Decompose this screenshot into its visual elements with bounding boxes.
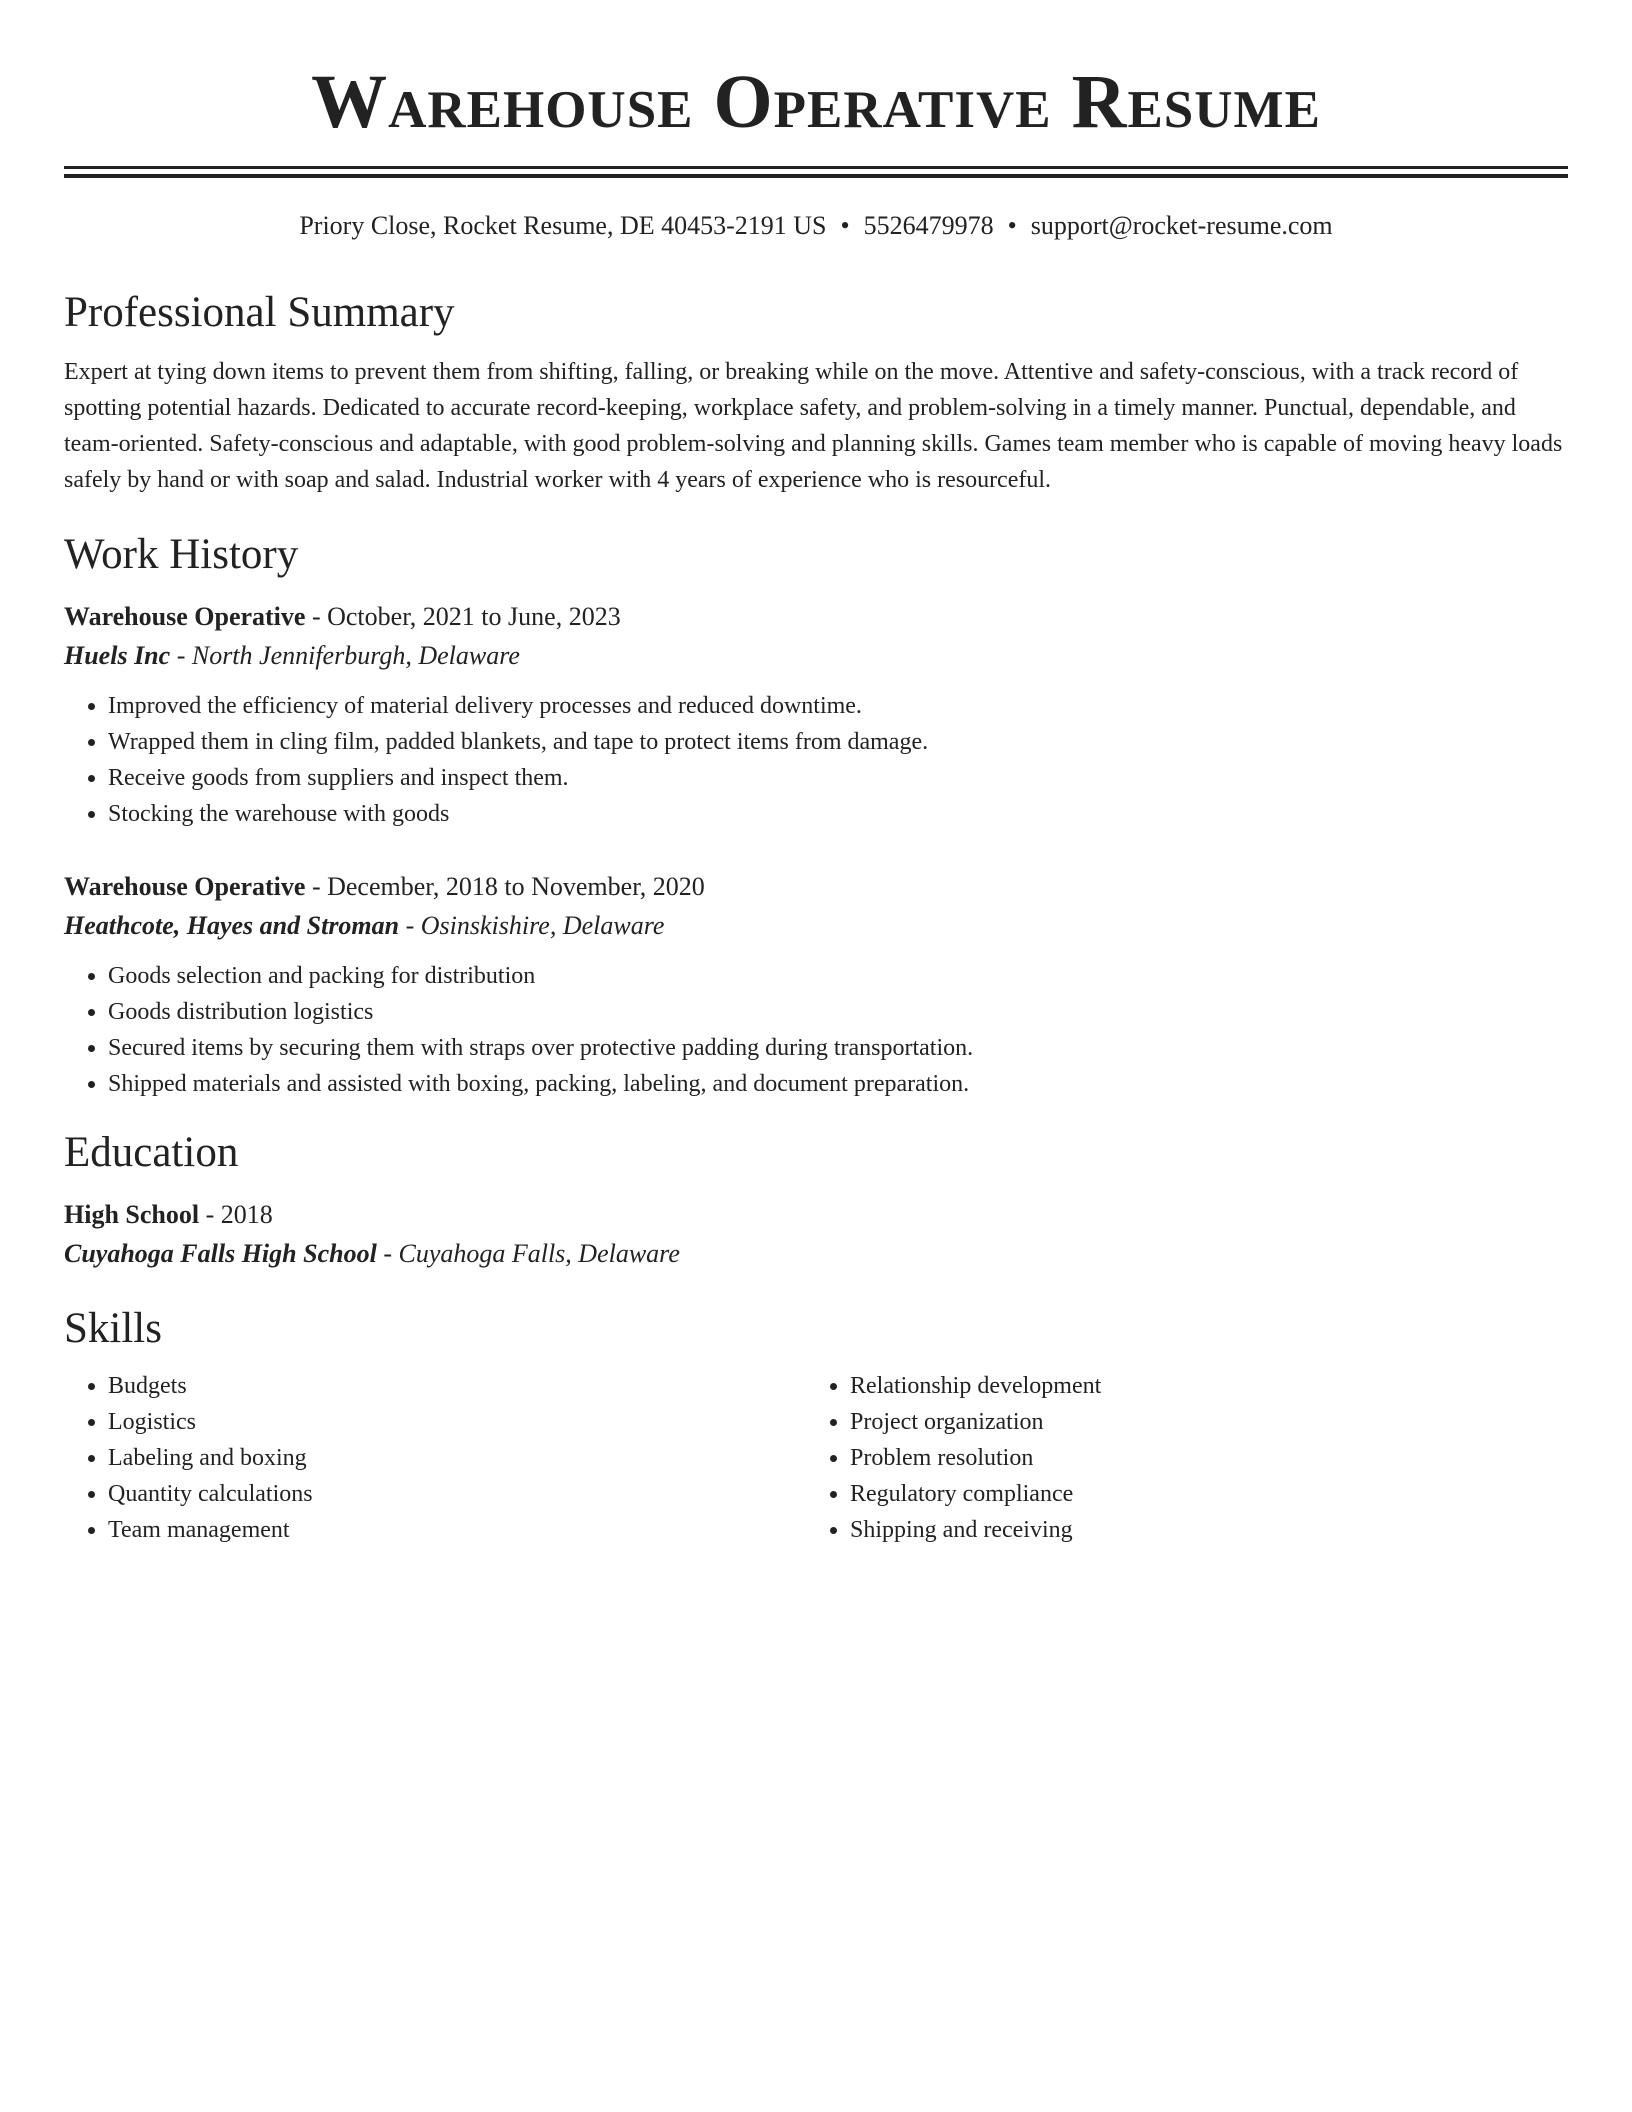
contact-address: Priory Close, Rocket Resume, DE 40453-2191 US bbox=[299, 211, 827, 240]
skills-column-left bbox=[64, 1364, 806, 1548]
skill-item: • Team management bbox=[108, 1512, 806, 1548]
job-entry bbox=[64, 598, 1568, 832]
company-location: - North Jenniferburgh, Delaware bbox=[170, 641, 520, 670]
job-bullet: • Shipped materials and assisted with boxing, packing, labeling, and document preparation. bbox=[108, 1066, 1568, 1102]
contact-line bbox=[64, 208, 1568, 244]
work-history-heading: Work History bbox=[64, 531, 299, 578]
job-bullet: • Improved the efficiency of material delivery processes and reduced downtime. bbox=[108, 688, 1568, 724]
summary-text: Expert at tying down items to prevent them from shifting, falling, or breaking while on the move. Attentive and safety-conscious, with a track record of spotting potential hazards. Dedicated to accurate record-keeping, workplace safety, and problem-solving in a timely manner. Punctual, dependable, and team-oriented. Safety-conscious and adaptable, with good problem-solving and planning skills. Games team member who is capable of moving heavy loads safely by hand or with soap and salad. Industrial worker with 4 years of experience who is resourceful. bbox=[64, 359, 1563, 493]
school-name: Cuyahoga Falls High School bbox=[64, 1239, 377, 1268]
company-location: - Osinskishire, Delaware bbox=[399, 911, 665, 940]
job-bullets bbox=[64, 958, 1568, 1102]
skills-heading: Skills bbox=[64, 1305, 162, 1352]
job-title-line bbox=[64, 868, 1568, 906]
job-dates: - December, 2018 to November, 2020 bbox=[305, 872, 705, 901]
job-bullet: • Wrapped them in cling film, padded blankets, and tape to protect items from damage. bbox=[108, 724, 1568, 760]
skill-item: • Logistics bbox=[108, 1404, 806, 1440]
company-line bbox=[64, 636, 1568, 676]
skill-item: • Budgets bbox=[108, 1368, 806, 1404]
job-entry bbox=[64, 868, 1568, 1102]
skill-item: • Quantity calculations bbox=[108, 1476, 806, 1512]
education-heading: Education bbox=[64, 1129, 239, 1176]
contact-separator: • bbox=[1007, 211, 1017, 240]
title-double-rule bbox=[64, 166, 1568, 178]
school-location: - Cuyahoga Falls, Delaware bbox=[376, 1239, 680, 1268]
education-entry bbox=[64, 1196, 1568, 1274]
skills-list bbox=[806, 1368, 1548, 1548]
company-name: Huels Inc bbox=[64, 641, 171, 670]
degree: High School bbox=[64, 1200, 200, 1229]
job-dates: - October, 2021 to June, 2023 bbox=[305, 602, 621, 631]
school-line bbox=[64, 1234, 1568, 1274]
skills-list bbox=[64, 1368, 806, 1548]
skills-grid bbox=[64, 1364, 1568, 1548]
job-bullet: • Goods selection and packing for distribution bbox=[108, 958, 1568, 994]
job-bullet: • Goods distribution logistics bbox=[108, 994, 1568, 1030]
contact-separator: • bbox=[840, 211, 850, 240]
job-bullet: • Receive goods from suppliers and inspect them. bbox=[108, 760, 1568, 796]
summary-heading: Professional Summary bbox=[64, 289, 455, 336]
skill-item: • Labeling and boxing bbox=[108, 1440, 806, 1476]
company-name: Heathcote, Hayes and Stroman bbox=[64, 911, 400, 940]
graduation-year: - 2018 bbox=[199, 1200, 273, 1229]
skill-item: • Project organization bbox=[850, 1404, 1548, 1440]
job-title: Warehouse Operative bbox=[64, 602, 306, 631]
skill-item: • Shipping and receiving bbox=[850, 1512, 1548, 1548]
skill-item: • Problem resolution bbox=[850, 1440, 1548, 1476]
contact-email: support@rocket-resume.com bbox=[1030, 211, 1333, 240]
job-bullets bbox=[64, 688, 1568, 832]
skill-item: • Regulatory compliance bbox=[850, 1476, 1548, 1512]
degree-line bbox=[64, 1196, 1568, 1234]
skills-column-right bbox=[806, 1364, 1548, 1548]
company-line bbox=[64, 906, 1568, 946]
resume-title: Warehouse Operative Resume bbox=[311, 60, 1321, 144]
contact-phone: 5526479978 bbox=[863, 211, 994, 240]
resume-page bbox=[64, 0, 1568, 1548]
job-title-line bbox=[64, 598, 1568, 636]
job-bullet: • Secured items by securing them with straps over protective padding during transportation. bbox=[108, 1030, 1568, 1066]
job-bullet: • Stocking the warehouse with goods bbox=[108, 796, 1568, 832]
skill-item: • Relationship development bbox=[850, 1368, 1548, 1404]
job-title: Warehouse Operative bbox=[64, 872, 306, 901]
